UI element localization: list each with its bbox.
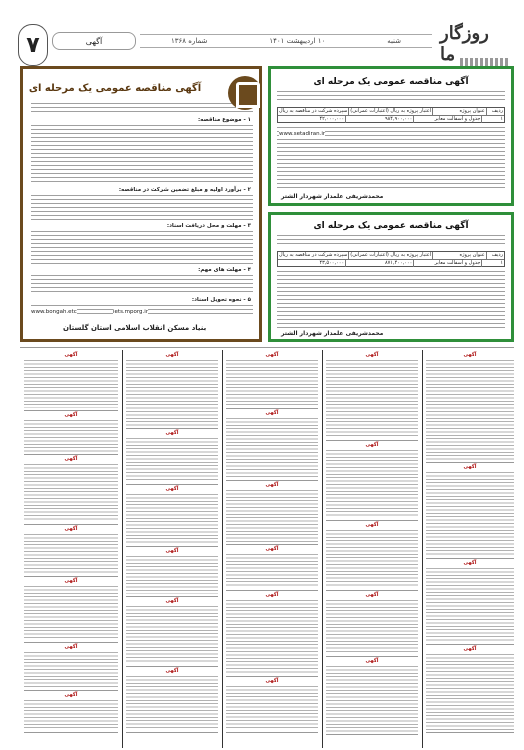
notice-title: آگهی — [365, 442, 379, 448]
section-text-4 — [31, 275, 253, 295]
table-cell: ۴۲,۰۰۰,۰۰۰ — [319, 116, 345, 122]
notice-body — [126, 606, 218, 664]
notice-divider — [426, 732, 514, 733]
notice-divider — [426, 462, 514, 463]
table-header-row — [278, 108, 504, 116]
notice-title: آگهی — [463, 464, 477, 470]
notice-title: آگهی — [463, 352, 477, 358]
notice-body — [326, 360, 418, 438]
issue-date: ۱۰ اردیبهشت ۱۴۰۱ — [269, 37, 326, 45]
section-heading-4: ۴ - مهلت های مهم: — [198, 267, 251, 273]
ad-website: www.setadiran.ir — [279, 131, 326, 137]
ad-intro-text — [277, 235, 505, 247]
notice-title: آگهی — [265, 482, 279, 488]
notice-divider — [24, 410, 118, 411]
notice-divider — [326, 440, 418, 441]
ad-signature: محمدشریفی علمدار شهردار الشتر — [281, 193, 384, 200]
notice-divider — [226, 544, 318, 545]
table-row — [278, 260, 504, 267]
notice-body — [126, 494, 218, 544]
notice-body — [226, 686, 318, 730]
notice-title: آگهی — [64, 412, 78, 418]
notice-title: آگهی — [64, 526, 78, 532]
notice-divider — [126, 484, 218, 485]
notice-title: آگهی — [365, 592, 379, 598]
notice-body — [226, 490, 318, 542]
notice-body — [226, 360, 318, 406]
ad-table — [277, 251, 505, 267]
notice-divider — [24, 454, 118, 455]
table-row — [278, 116, 504, 123]
section-heading-3: ۳ - مهلت و محل دریافت اسناد: — [166, 223, 251, 229]
notice-divider — [226, 732, 318, 733]
table-header-row — [278, 252, 504, 260]
column-rule — [422, 350, 423, 748]
table-header-cell: عنوان پروژه — [432, 252, 486, 259]
section-heading-5: ۵ - نحوه تحویل اسناد: — [191, 297, 251, 303]
notice-divider — [326, 656, 418, 657]
section-label: آگهی — [52, 32, 136, 50]
table-header-cell: اعتبار پروژه به ریال (اعتبارات عمرانی) — [350, 252, 432, 258]
ad-intro-text — [277, 91, 505, 103]
notice-title: آگهی — [165, 430, 179, 436]
column-rule — [122, 350, 123, 748]
notice-divider — [126, 428, 218, 429]
notice-title: آگهی — [265, 678, 279, 684]
table-header-cell: سپرده شرکت در مناقصه به ریال — [279, 252, 348, 258]
newspaper-logo: روزگار ما — [440, 23, 489, 65]
notice-divider — [24, 732, 118, 733]
notice-body — [426, 568, 514, 642]
notice-body — [24, 360, 118, 408]
notice-divider — [226, 480, 318, 481]
table-cell: ۱ — [481, 260, 504, 267]
section-text-2 — [31, 195, 253, 221]
notice-body — [24, 420, 118, 452]
notice-body — [426, 360, 514, 460]
notice-divider — [326, 520, 418, 521]
notice-divider — [24, 524, 118, 525]
notice-divider — [126, 732, 218, 733]
notice-body — [126, 676, 218, 730]
section-text-1 — [31, 125, 253, 185]
ad-website: www.bongah.etc — [31, 309, 77, 315]
notice-title: آگهی — [64, 456, 78, 462]
tender-ad-left — [20, 66, 262, 342]
notice-body — [326, 666, 418, 732]
notice-title: آگهی — [265, 352, 279, 358]
notice-title: آگهی — [64, 644, 78, 650]
issue-info-bar — [140, 34, 432, 48]
section-heading-2: ۲ - برآورد اولیه و مبلغ تضمین شرکت در مناقصه: — [118, 187, 251, 193]
notice-divider — [24, 642, 118, 643]
notice-divider — [426, 558, 514, 559]
ad-intro-text — [31, 103, 253, 115]
notice-body — [326, 530, 418, 588]
table-cell: جدول و آسفالت معابر — [413, 116, 481, 123]
section-heading-1: ۱ - موضوع مناقصه: — [197, 117, 251, 123]
notice-divider — [226, 676, 318, 677]
table-cell: ۴۳,۵۰۰,۰۰۰ — [319, 260, 345, 266]
notice-body — [326, 450, 418, 518]
notice-title: آگهی — [365, 352, 379, 358]
ad-title: آگهی مناقصه عمومی یک مرحله ای — [313, 77, 469, 87]
notice-divider — [226, 590, 318, 591]
table-header-cell: ردیف — [486, 108, 504, 115]
notice-body — [24, 586, 118, 640]
notice-body — [126, 556, 218, 594]
notice-divider — [426, 644, 514, 645]
logo-underline — [460, 58, 510, 66]
notice-title: آگهی — [64, 578, 78, 584]
notice-divider — [326, 590, 418, 591]
table-cell: ۹۸۴,۹۰۰,۰۰۰ — [345, 116, 413, 123]
notice-body — [24, 652, 118, 688]
notice-body — [24, 534, 118, 574]
table-header-cell: ردیف — [486, 252, 504, 259]
notice-body — [426, 472, 514, 556]
notice-divider — [126, 666, 218, 667]
notice-body — [226, 418, 318, 478]
ad-signature: محمدشریفی علمدار شهردار الشتر — [281, 330, 384, 337]
notice-title: آگهی — [365, 522, 379, 528]
table-cell: ۸۷۱,۴۰۰,۰۰۰ — [345, 260, 413, 267]
column-rule — [222, 350, 223, 748]
table-header-cell: اعتبار پروژه به ریال (اعتبارات عمرانی) — [350, 108, 432, 114]
notice-title: آگهی — [463, 646, 477, 652]
ad-body-text — [277, 271, 505, 329]
notice-body — [24, 700, 118, 730]
notice-title: آگهی — [265, 410, 279, 416]
notice-body — [126, 360, 218, 426]
column-rule — [322, 350, 323, 748]
table-cell: ۱ — [481, 116, 504, 123]
notice-body — [24, 464, 118, 522]
ad-table — [277, 107, 505, 123]
issue-day: شنبه — [387, 37, 402, 45]
notice-title: آگهی — [165, 548, 179, 554]
notice-title: آگهی — [165, 486, 179, 492]
notice-title: آگهی — [165, 598, 179, 604]
notice-body — [126, 438, 218, 482]
notice-body — [226, 600, 318, 674]
notice-body — [226, 554, 318, 588]
ad-signature: بنیاد مسکن انقلاب اسلامی استان گلستان — [63, 324, 207, 332]
page-number: ۷ — [18, 24, 48, 66]
notice-divider — [24, 690, 118, 691]
notice-divider — [126, 546, 218, 547]
notice-body — [326, 600, 418, 654]
notice-title: آگهی — [64, 352, 78, 358]
notice-title: آگهی — [64, 692, 78, 698]
notice-divider — [226, 408, 318, 409]
notice-title: آگهی — [463, 560, 477, 566]
notice-divider — [126, 596, 218, 597]
table-header-cell: سپرده شرکت در مناقصه به ریال — [279, 108, 348, 114]
notice-divider — [326, 734, 418, 735]
notice-title: آگهی — [265, 592, 279, 598]
notice-divider — [24, 576, 118, 577]
notice-title: آگهی — [165, 352, 179, 358]
tender-ad-top-right — [268, 66, 514, 206]
notice-title: آگهی — [365, 658, 379, 664]
organization-emblem — [228, 76, 262, 110]
ad-title: آگهی مناقصه عمومی یک مرحله ای — [313, 221, 469, 231]
ad-website: iets.mporg.ir — [113, 309, 149, 315]
notice-title: آگهی — [165, 668, 179, 674]
section-divider — [20, 347, 514, 348]
ad-title: آگهی مناقصه عمومی یک مرحله ای — [28, 83, 202, 94]
table-header-cell: عنوان پروژه — [432, 108, 486, 115]
tender-ad-mid-right — [268, 212, 514, 342]
section-text-3 — [31, 231, 253, 265]
notice-title: آگهی — [265, 546, 279, 552]
notice-body — [426, 654, 514, 730]
issue-number: شماره ۱۳۶۸ — [171, 37, 208, 45]
table-cell: جدول و آسفالت معابر — [413, 260, 481, 267]
